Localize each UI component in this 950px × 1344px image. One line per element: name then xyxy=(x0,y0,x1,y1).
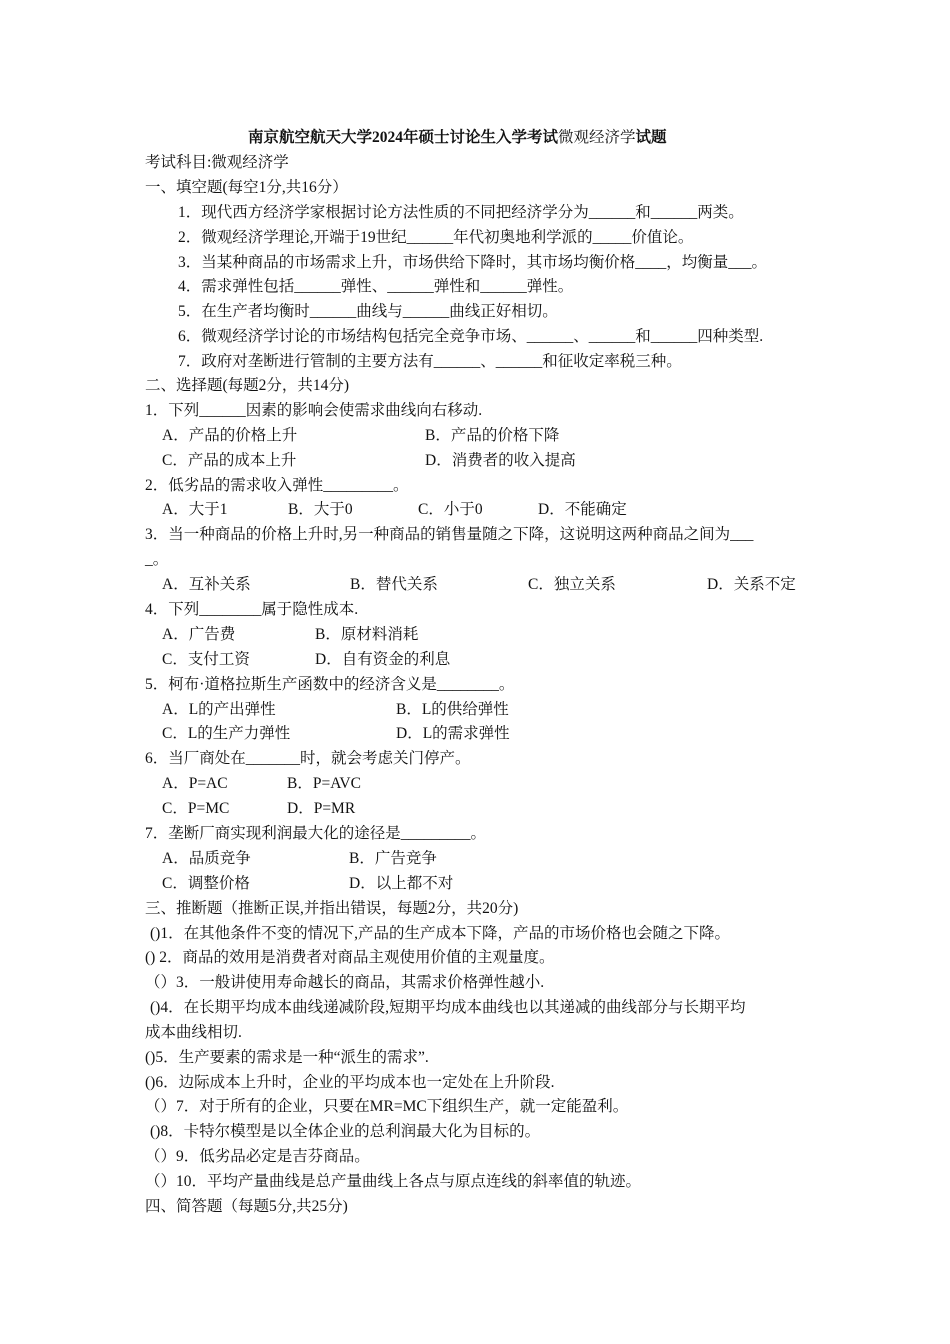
judge-question-1: ()1．在其他条件不变的情况下,产品的生产成本下降，产品的市场价格也会随之下降。 xyxy=(150,925,730,942)
choice-q4-stem: 4．下列________属于隐性成本. xyxy=(145,601,359,618)
section-judge-heading: 三、推断题（推断正误,并指出错误，每题2分，共20分) xyxy=(145,900,519,917)
title-suffix: 试题 xyxy=(635,129,667,146)
section-choice-heading: 二、选择题(每题2分，共14分) xyxy=(145,377,350,394)
choice-q1-option-c: C．产品的成本上升 xyxy=(162,452,297,469)
judge-question-6: ()6．边际成本上升时，企业的平均成本也一定处在上升阶段. xyxy=(145,1074,555,1091)
choice-q3-option-c: C．独立关系 xyxy=(528,576,616,593)
section-fill-in-heading: 一、填空题(每空1分,共16分） xyxy=(145,179,348,196)
choice-q2-option-c: C．小于0 xyxy=(418,501,483,518)
choice-q5-option-c: C．L的生产力弹性 xyxy=(162,725,291,742)
choice-q3-stem-continued: _。 xyxy=(145,551,169,568)
choice-q6-option-c: C．P=MC xyxy=(162,800,230,817)
choice-q1-stem: 1．下列______因素的影响会使需求曲线向右移动. xyxy=(145,402,483,419)
fill-question-3: 3．当某种商品的市场需求上升，市场供给下降时，其市场均衡价格____，均衡量___。 xyxy=(178,254,768,271)
choice-q2-stem: 2．低劣品的需求收入弹性_________。 xyxy=(145,477,409,494)
choice-q6-option-d: D．P=MR xyxy=(287,800,356,817)
section-short-answer-heading: 四、简答题（每题5分,共25分) xyxy=(145,1198,348,1215)
judge-question-7: （）7．对于所有的企业，只要在MR=MC下组织生产，就一定能盈利。 xyxy=(145,1098,629,1115)
choice-q4-option-a: A．广告费 xyxy=(162,626,236,643)
fill-question-2: 2．微观经济学理论,开端于19世纪______年代初奥地利学派的_____价值论。 xyxy=(178,229,694,246)
choice-q2-option-b: B．大于0 xyxy=(288,501,353,518)
exam-title xyxy=(248,128,667,148)
choice-q3-stem: 3．当一种商品的价格上升时,另一种商品的销售量随之下降，这说明这两种商品之间为___ xyxy=(145,526,754,543)
fill-question-4: 4．需求弹性包括______弹性、______弹性和______弹性。 xyxy=(178,278,574,295)
choice-q7-option-d: D．以上都不对 xyxy=(349,875,454,892)
choice-q5-option-b: B．L的供给弹性 xyxy=(396,701,509,718)
choice-q6-option-a: A．P=AC xyxy=(162,775,228,792)
choice-q1-option-a: A．产品的价格上升 xyxy=(162,427,298,444)
choice-q7-stem: 7．垄断厂商实现利润最大化的途径是_________。 xyxy=(145,825,487,842)
fill-question-7: 7．政府对垄断进行管制的主要方法有______、______和征收定率税三种。 xyxy=(178,353,682,370)
choice-q1-option-d: D．消费者的收入提高 xyxy=(425,452,576,469)
fill-question-6: 6．微观经济学讨论的市场结构包括完全竞争市场、______、______和______四种类型. xyxy=(178,328,764,345)
choice-q4-option-c: C．支付工资 xyxy=(162,651,250,668)
choice-q5-stem: 5．柯布·道格拉斯生产函数中的经济含义是________。 xyxy=(145,676,515,693)
choice-q7-option-a: A．品质竞争 xyxy=(162,850,251,867)
choice-q1-option-b: B．产品的价格下降 xyxy=(425,427,560,444)
judge-question-9: （）9．低劣品必定是吉芬商品。 xyxy=(145,1148,370,1165)
choice-q4-option-b: B．原材料消耗 xyxy=(315,626,419,643)
choice-q6-option-b: B．P=AVC xyxy=(287,775,361,792)
judge-question-4: ()4．在长期平均成本曲线递减阶段,短期平均成本曲线也以其递减的曲线部分与长期平均 xyxy=(150,999,746,1016)
judge-question-5: ()5．生产要素的需求是一种“派生的需求”. xyxy=(145,1049,429,1066)
choice-q5-option-d: D．L的需求弹性 xyxy=(396,725,510,742)
title-subject: 微观经济学 xyxy=(558,129,636,146)
choice-q4-option-d: D．自有资金的利息 xyxy=(315,651,451,668)
choice-q7-option-b: B．广告竞争 xyxy=(349,850,437,867)
fill-question-5: 5．在生产者均衡时______曲线与______曲线正好相切。 xyxy=(178,303,558,320)
judge-question-4-continued: 成本曲线相切. xyxy=(145,1024,242,1041)
fill-question-1: 1．现代西方经济学家根据讨论方法性质的不同把经济学分为______和______两类。 xyxy=(178,204,744,221)
exam-subject: 考试科目:微观经济学 xyxy=(145,154,289,171)
choice-q5-option-a: A．L的产出弹性 xyxy=(162,701,276,718)
judge-question-8: ()8．卡特尔模型是以全体企业的总利润最大化为目标的。 xyxy=(150,1123,541,1140)
choice-q3-option-a: A．互补关系 xyxy=(162,576,251,593)
judge-question-2: () 2．商品的效用是消费者对商品主观使用价值的主观量度。 xyxy=(145,949,555,966)
choice-q2-option-d: D．不能确定 xyxy=(538,501,627,518)
judge-question-10: （）10．平均产量曲线是总产量曲线上各点与原点连线的斜率值的轨迹。 xyxy=(145,1173,642,1190)
choice-q3-option-d: D．关系不定 xyxy=(707,576,796,593)
title-main: 南京航空航天大学2024年硕士讨论生入学考试 xyxy=(248,129,559,146)
choice-q6-stem: 6．当厂商处在_______时，就会考虑关门停产。 xyxy=(145,750,471,767)
judge-question-3: （）3．一般讲使用寿命越长的商品，其需求价格弹性越小. xyxy=(145,974,545,991)
choice-q3-option-b: B．替代关系 xyxy=(350,576,438,593)
choice-q7-option-c: C．调整价格 xyxy=(162,875,250,892)
choice-q2-option-a: A．大于1 xyxy=(162,501,228,518)
